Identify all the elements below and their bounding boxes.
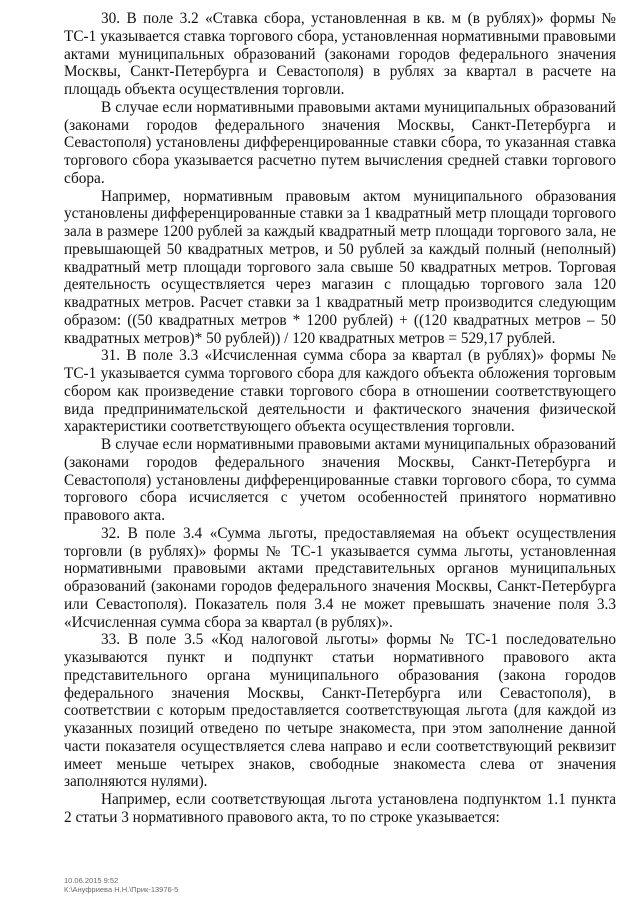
footer-date: 10.06.2015 9:52 xyxy=(64,876,119,885)
paragraph-32: 32. В поле 3.4 «Сумма льготы, предоставляемая на объект осуществления торговли (в рублях)» формы № ТС-1 указывается сумма льготы, установленная нормативными правовыми актами представительных органов муниципальных образований (законами городов федерального значения Москвы, Санкт-Петербурга или Севастополя). Показатель поля 3.4 не может превышать значение поля 3.3 «Исчисленная сумма сбора за квартал (в рублях)». xyxy=(64,524,616,631)
paragraph-30: 30. В поле 3.2 «Ставка сбора, установленная в кв. м (в рублях)» формы № ТС-1 указывается ставка торгового сбора, установленная нормативными правовыми актами муниципальных образований (законами городов федерального значения Москвы, Санкт-Петербурга и Севастополя) в рублях за квартал в расчете на площадь объекта осуществления торговли. xyxy=(64,10,616,98)
paragraph-33: 33. В поле 3.5 «Код налоговой льготы» формы № ТС-1 последовательно указываются пункт и подпункт статьи нормативного правового акта представительного органа муниципального образования (закона городов федерального значения Москвы, Санкт-Петербурга или Севастополя), в соответствии с которым предоставляется соответствующая льгота (для каждой из указанных позиций отведено по четыре знакоместа, при этом заполнение данной части показателя осуществляется слева направо и если соответствующий реквизит имеет меньше четырех знаков, свободные знакоместа слева от значения заполняются нулями). xyxy=(64,631,616,791)
document-body xyxy=(64,10,616,827)
paragraph-33-example: Например, если соответствующая льгота установлена подпунктом 1.1 пункта 2 статьи 3 нормативного правового акта, то по строке указывается: xyxy=(64,791,616,826)
paragraph-31: 31. В поле 3.3 «Исчисленная сумма сбора за квартал (в рублях)» формы № ТС-1 указывается сумма торгового сбора для каждого объекта обложения торговым сбором как произведение ставки торгового сбора в отношении соответствующего вида предпринимательской деятельности и фактического значения физической характеристики соответствующего объекта осуществления торговли. xyxy=(64,347,616,436)
footer-file-path: К:\Ануфриева Н.Н.\Прик-13976-5 xyxy=(64,885,179,894)
paragraph-30-example: Например, нормативным правовым актом муниципального образования установлены дифференцированные ставки за 1 квадратный метр площади торгового зала в размере 1200 рублей за каждый квадратный метр площади торгового зала, не превышающей 50 квадратных метров, и 50 рублей за каждый полный (неполный) квадратный метр площади торгового зала свыше 50 квадратных метров. Торговая деятельность осуществляется через магазин с площадью торгового зала 120 квадратных метров. Расчет ставки за 1 квадратный метр производится следующим образом: ((50 квадратных метров * 1200 рублей) + ((120 квадратных метров – 50 квадратных метров)* 50 рублей)) / 120 квадратных метров = 529,17 рублей. xyxy=(64,187,616,347)
paragraph-30-differentiated-rates: В случае если нормативными правовыми актами муниципальных образований (законами городов федерального значения Москвы, Санкт-Петербурга и Севастополя) установлены дифференцированные ставки сбора, то указанная ставка торгового сбора указывается расчетно путем вычисления средней ставки торгового сбора. xyxy=(64,98,616,187)
paragraph-31-differentiated-rates: В случае если нормативными правовыми актами муниципальных образований (законами городов федерального значения Москвы, Санкт-Петербурга и Севастополя) установлены дифференцированные ставки торгового сбора, то сумма торгового сбора исчисляется с учетом особенностей принятого нормативно правового акта. xyxy=(64,436,616,524)
page-footer xyxy=(64,876,178,894)
